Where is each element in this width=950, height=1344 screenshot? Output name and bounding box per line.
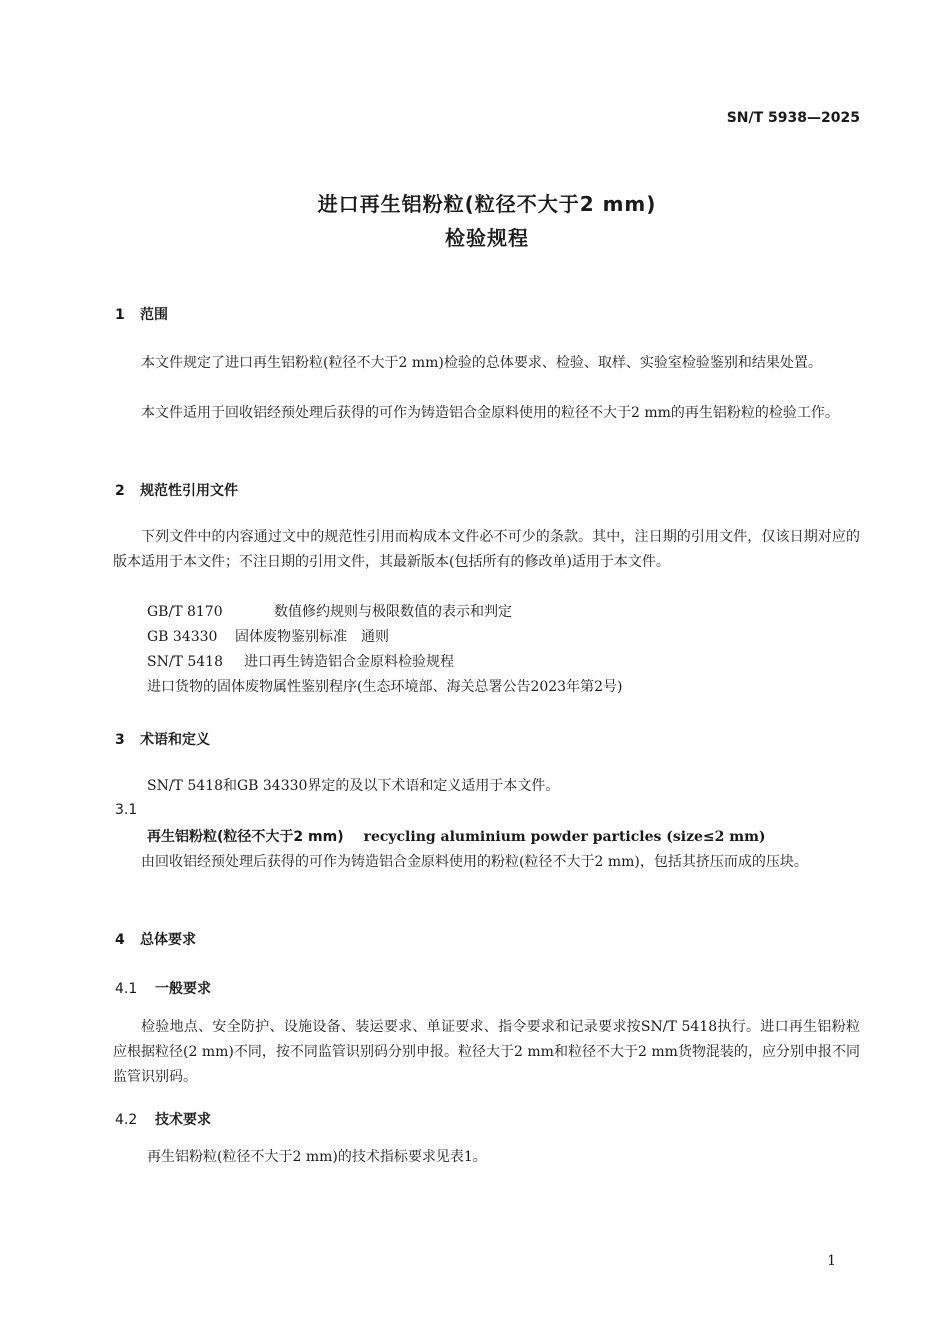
document-subtitle: 检验规程 [445,226,529,250]
section-3-paragraph-1: SN/T 5418和GB 34330界定的及以下术语和定义适用于本文件。 [147,778,560,794]
reference-code: SN/T 5418 [147,654,223,670]
reference-code: GB/T 8170 [147,604,223,620]
section-title: 范围 [140,307,168,323]
section-number: 4 [115,932,125,948]
section-4-1-heading [115,978,211,998]
section-number: 1 [115,307,125,323]
section-4-2-heading [115,1109,211,1129]
section-title: 规范性引用文件 [140,483,238,499]
page-number: 1 [827,1253,836,1269]
section-4-heading [115,929,196,949]
normative-reference [147,625,389,649]
reference-title: 固体废物鉴别标准 通则 [235,629,389,645]
term-english: recycling aluminium powder particles (size≤2 mm) [363,829,766,845]
section-title: 一般要求 [155,981,211,997]
reference-title: 进口再生铸造铝合金原料检验规程 [244,654,454,670]
section-1-heading [115,304,168,324]
document-title: 进口再生铝粉粒(粒径不大于2 mm) [317,192,657,216]
normative-reference [147,650,454,674]
reference-code: GB 34330 [147,629,218,645]
term-entry [147,826,766,846]
section-number: 2 [115,483,125,499]
section-4-2-paragraph: 再生铝粉粒(粒径不大于2 mm)的技术指标要求见表1。 [147,1149,487,1165]
section-1-paragraph-1: 本文件规定了进口再生铝粉粒(粒径不大于2 mm)检验的总体要求、检验、取样、实验室检验鉴别和结果处置。 [141,355,822,371]
section-2-heading [115,480,238,500]
section-2-paragraph-1: 下列文件中的内容通过文中的规范性引用而构成本文件必不可少的条款。其中，注日期的引用文件，仅该日期对应的版本适用于本文件；不注日期的引用文件，其最新版本(包括所有的修改单)适用于本文件。 [113,529,860,570]
section-number: 3 [115,732,125,748]
normative-reference [147,600,512,624]
normative-reference-extra: 进口货物的固体废物属性鉴别程序(生态环境部、海关总署公告2023年第2号) [147,679,623,695]
section-number: 4.2 [115,1112,138,1128]
section-title: 总体要求 [140,932,196,948]
section-3-heading [115,729,210,749]
term-chinese: 再生铝粉粒(粒径不大于2 mm) [147,829,344,845]
section-4-1-paragraph: 检验地点、安全防护、设施设备、装运要求、单证要求、指令要求和记录要求按SN/T 5418执行。进口再生铝粉粒应根据粒径(2 mm)不同，按不同监管识别码分别申报。粒径大于2 mm和粒径不大于2 mm货物混装的，应分别申报不同监管识别码。 [113,1019,860,1085]
standard-code: SN/T 5938—2025 [726,110,860,126]
section-1-paragraph-2: 本文件适用于回收铝经预处理后获得的可作为铸造铝合金原料使用的粒径不大于2 mm的再生铝粉粒的检验工作。 [141,405,839,421]
section-number: 4.1 [115,981,138,997]
section-title: 技术要求 [155,1112,211,1128]
reference-title: 数值修约规则与极限数值的表示和判定 [274,604,512,620]
section-title: 术语和定义 [140,732,210,748]
term-number: 3.1 [115,802,138,818]
term-definition: 由回收铝经预处理后获得的可作为铸造铝合金原料使用的粉粒(粒径不大于2 mm)，包括其挤压而成的压块。 [141,854,808,870]
